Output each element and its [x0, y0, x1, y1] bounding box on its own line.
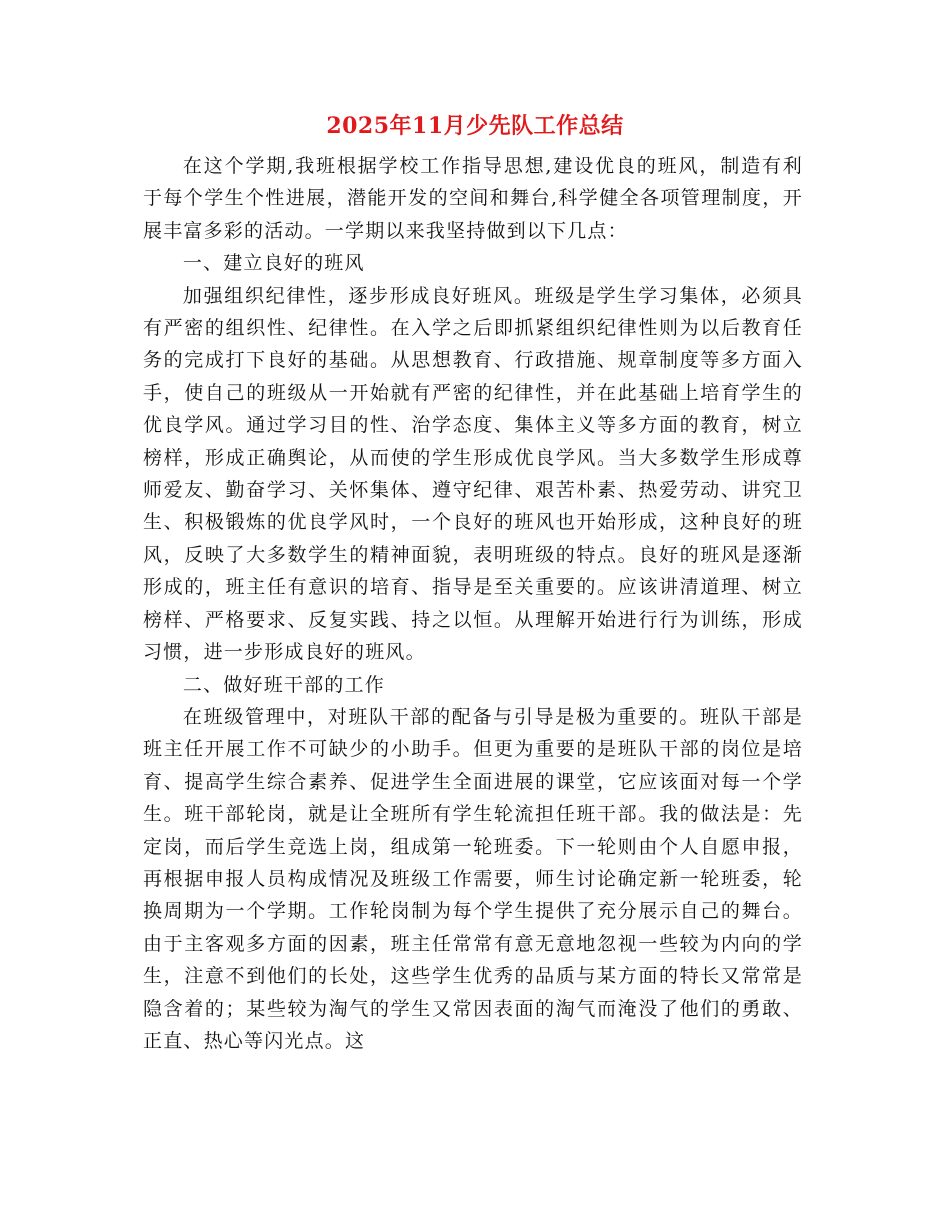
- section-2-paragraph: 在班级管理中，对班队干部的配备与引导是极为重要的。班队干部是班主任开展工作不可缺少的小助手。但更为重要的是班队干部的岗位是培育、提高学生综合素养、促进学生全面进展的课堂，它应该面对每一个学生。班干部轮岗，就是让全班所有学生轮流担任班干部。我的做法是：先定岗，而后学生竞选上岗，组成第一轮班委。下一轮则由个人自愿申报，再根据申报人员构成情况及班级工作需要，师生讨论确定新一轮班委，轮换周期为一个学期。工作轮岗制为每个学生提供了充分展示自己的舞台。由于主客观多方面的因素，班主任常常有意无意地忽视一些较为内向的学生，注意不到他们的长处，这些学生优秀的品质与某方面的特长又常常是隐含着的；某些较为淘气的学生又常因表面的淘气而淹没了他们的勇敢、正直、热心等闪光点。这: [143, 705, 803, 1052]
- document-title: 2025年11月少先队工作总结: [326, 113, 624, 139]
- intro-paragraph: 在这个学期,我班根据学校工作指导思想,建设优良的班风，制造有利于每个学生个性进展，潜能开发的空间和舞台,科学健全各项管理制度，开展丰富多彩的活动。一学期以来我坚持做到以下几点：: [143, 155, 803, 242]
- document-body: [143, 150, 803, 1057]
- section-1-paragraph: 加强组织纪律性，逐步形成良好班风。班级是学生学习集体，必须具有严密的组织性、纪律性。在入学之后即抓紧组织纪律性则为以后教育任务的完成打下良好的基础。从思想教育、行政措施、规章制度等多方面入手，使自己的班级从一开始就有严密的纪律性，并在此基础上培育学生的优良学风。通过学习目的性、治学态度、集体主义等多方面的教育，树立榜样，形成正确舆论，从而使的学生形成优良学风。当大多数学生形成尊师爱友、勤奋学习、关怀集体、遵守纪律、艰苦朴素、热爱劳动、讲究卫生、积极锻炼的优良学风时，一个良好的班风也开始形成，这种良好的班风，反映了大多数学生的精神面貌，表明班级的特点。良好的班风是逐渐形成的，班主任有意识的培育、指导是至关重要的。应该讲清道理、树立榜样、严格要求、反复实践、持之以恒。从理解开始进行行为训练，形成习惯，进一步形成良好的班风。: [143, 284, 803, 664]
- section-heading-2: 二、做好班干部的工作: [182, 673, 385, 696]
- section-heading-1: 一、建立良好的班风: [182, 252, 365, 275]
